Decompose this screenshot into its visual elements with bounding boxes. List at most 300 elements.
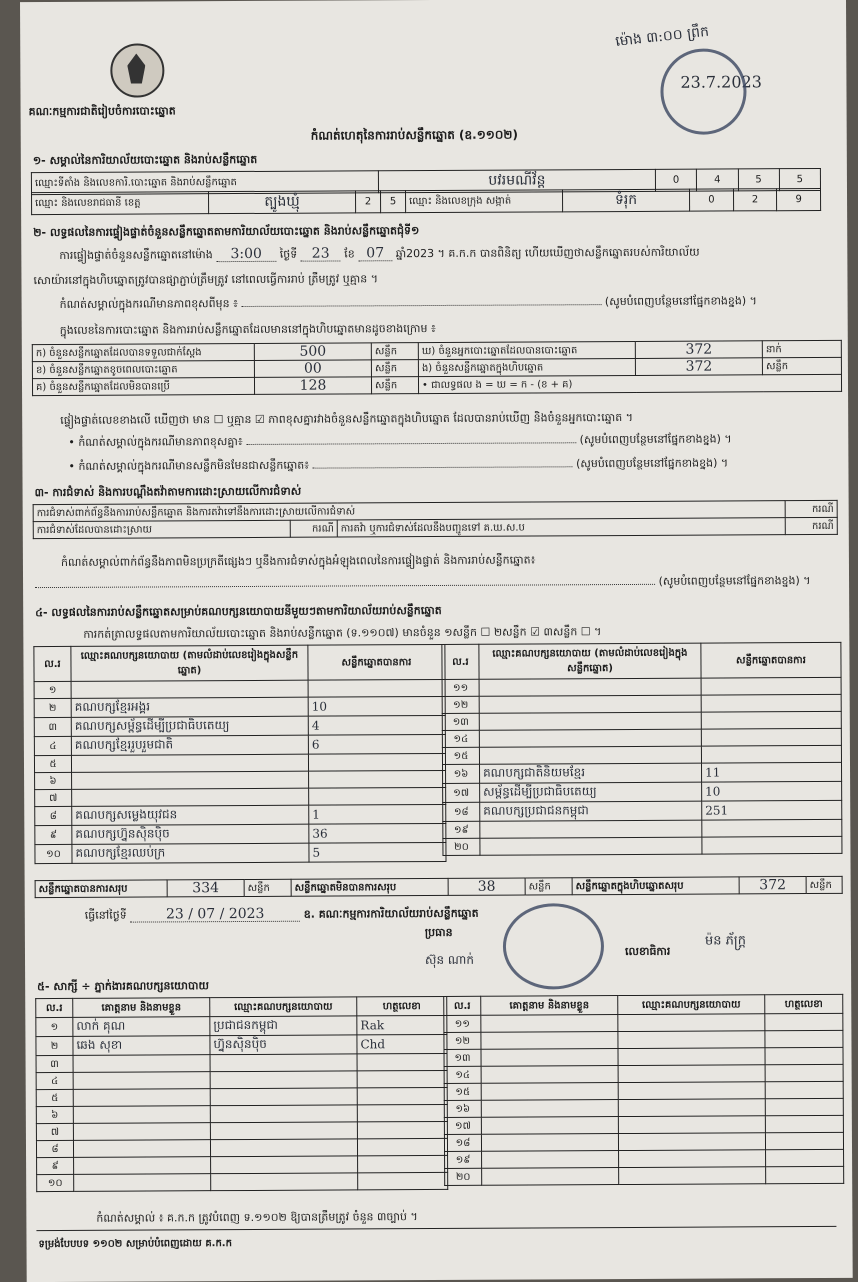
valid-total-value: 334 — [167, 880, 244, 897]
commune-digit: 2 — [733, 189, 777, 211]
bullet-non-ballot-hint: (សូមបំពេញបន្ថែមនៅផ្នែកខាងខ្នង) ។ — [576, 456, 729, 471]
cell-name — [481, 1117, 618, 1135]
cell-votes — [701, 694, 841, 712]
cell-votes — [309, 787, 446, 805]
cell-no: ២០ — [443, 838, 480, 855]
witness-table-left — [35, 996, 448, 1192]
cell-name: ឆេង សុខា — [73, 1036, 210, 1056]
count-unit: សន្លឹក — [762, 357, 841, 374]
cell-sign — [766, 1166, 844, 1183]
cell-votes: 4 — [308, 715, 445, 735]
cell-sign — [358, 1155, 448, 1172]
corner-date: 23.7.2023 — [680, 72, 762, 92]
cell-party: គណបក្សសម្លេងយុវជន — [72, 805, 309, 825]
col-no: ល.រ — [444, 996, 481, 1015]
forwarded-label: ការតវ៉ា ឬការជំទាស់ដែលនឹងបញ្ជូនទៅ គ.ឃ.ស.ប — [337, 518, 785, 537]
cell-sign — [766, 1149, 844, 1166]
bullet-non-ballot — [68, 456, 728, 473]
cell-name — [73, 1089, 210, 1107]
cell-party: សម្ព័ន្ធដើម្បីប្រជាធិបតេយ្យ — [480, 782, 702, 802]
results-table-right — [441, 642, 842, 856]
verification-text-b: ថ្ងៃទី — [279, 247, 298, 261]
invalid-total-label: សន្លឹកឆ្នោតមិនបានការសរុប — [291, 878, 448, 896]
table-row — [442, 711, 841, 730]
province-value: ត្បូងឃ្មុំ — [209, 191, 356, 214]
col-no: ល.រ — [442, 644, 479, 679]
difference-note-label: កំណត់សម្គាល់ក្នុងករណីមានភាពខុសពីមុន ៖ — [59, 297, 238, 311]
irregularity-hint: (សូមបំពេញបន្ថែមនៅផ្នែកខាងខ្នង) ។ — [658, 574, 811, 588]
cell-no: ៤ — [34, 736, 71, 755]
cell-sign — [765, 1115, 843, 1132]
commune-digit: 9 — [777, 188, 821, 210]
cell-sign — [357, 1138, 447, 1155]
cell-votes — [702, 819, 842, 837]
cell-no: ២ — [34, 698, 71, 717]
cell-party — [210, 1054, 357, 1072]
cell-votes: 36 — [309, 823, 446, 843]
irregularity-note: កំណត់សម្គាល់ពាក់ព័ន្ធនឹងភាពមិនប្រក្រតីផ្សេងៗ ឬនឹងការជំទាស់ក្នុងអំឡុងពេលនៃការផ្ទៀងផ្ទាត់ និងការរាប់សន្លឹកឆ្នោត៖ — [60, 553, 536, 569]
cell-name — [481, 1066, 618, 1084]
cell-sign — [765, 1047, 843, 1064]
cell-no: ១៩ — [443, 821, 480, 838]
table-row — [445, 1166, 844, 1185]
difference-note-field[interactable] — [241, 304, 601, 307]
cell-party — [618, 1031, 765, 1049]
results-totals — [35, 876, 843, 898]
cell-votes — [701, 745, 841, 763]
table-row — [32, 374, 841, 395]
objection-unit: ករណី — [785, 500, 837, 517]
verification-line — [59, 245, 699, 263]
table-row — [33, 517, 837, 538]
cell-name — [73, 1072, 210, 1090]
cell-no: ៣ — [34, 717, 71, 736]
table-row — [35, 842, 446, 863]
cell-no: ៥ — [36, 1089, 73, 1106]
section5-heading: ៥- សាក្សី ÷ ភ្នាក់ងារគណបក្សនយោបាយ — [37, 979, 209, 994]
divider — [36, 1226, 836, 1231]
cell-name — [481, 1100, 618, 1118]
cell-no: ៥ — [34, 755, 71, 772]
valid-total-label: សន្លឹកឆ្នោតបានការសរុប — [35, 880, 167, 898]
cell-name — [73, 1123, 210, 1141]
table-row — [35, 804, 446, 825]
cell-votes: 5 — [309, 842, 446, 862]
cell-party — [71, 680, 308, 698]
cell-party: គណបក្សប្រជាជនកម្ពុជា — [480, 801, 702, 821]
cell-party — [479, 729, 701, 747]
table-row — [36, 1138, 447, 1157]
table-row — [443, 762, 842, 783]
form-note: កំណត់សម្គាល់ ៖ គ.ក.ក ត្រូវបំពេញ ទ.១១០២ ឱ្យបានត្រឹមត្រូវ ចំនួន ៣ច្បាប់ ។ — [96, 1210, 418, 1225]
section4-heading: ៤- លទ្ធផលនៃការរាប់សន្លឹកឆ្នោតសម្រាប់គណបក្សនយោបាយនីមួយៗតាមការិយាល័យរាប់សន្លឹកឆ្នោត — [35, 603, 442, 620]
table-row — [34, 715, 445, 736]
col-name: គោត្តនាម និងនាមខ្លួន — [73, 998, 210, 1018]
signing-date: 23 / 07 / 2023 — [130, 907, 300, 923]
official-seal-top — [660, 48, 746, 134]
col-no: ល.រ — [34, 646, 71, 681]
location-digit: 5 — [738, 169, 779, 191]
valid-total-unit: សន្លឹក — [244, 879, 291, 896]
table-row — [443, 836, 842, 855]
cell-no: ១៣ — [444, 1049, 481, 1066]
signing-date-label: ធ្វើនៅថ្ងៃទី — [84, 908, 127, 922]
results-sheet-count: ការកត់ត្រាលទ្ធផលតាមការិយាល័យបោះឆ្នោត និងរាប់សន្លឹកឆ្នោត (ទ.១១០៧) មានចំនួន ១សន្លឹក ☐ ២សន្លឹក ☑ ៣សន្លឹក ☐ ។ — [83, 625, 602, 641]
cell-party — [71, 754, 308, 772]
count-value: 00 — [254, 360, 371, 378]
col-votes: សន្លឹកឆ្នោតបានការ — [308, 644, 445, 680]
cell-no: ៦ — [36, 1106, 73, 1123]
cell-name: លាក់ គុណ — [73, 1017, 210, 1037]
committee-name: គណៈកម្មការជាតិរៀបចំការបោះឆ្នោត — [28, 104, 176, 119]
count-value: 128 — [254, 377, 371, 395]
cell-no: ១៨ — [443, 802, 480, 821]
difference-check-line: ផ្ទៀងផ្ទាត់លេខខាងលើ ឃើញថា មាន ☐ ឬគ្មាន ☑ ភាពខុសគ្នារវាងចំនួនសន្លឹកឆ្នោតក្នុងហិបឆ្នោត ដែលបានរាប់ឃើញ និងចំនួនអ្នកបោះឆ្នោត ។ — [60, 410, 634, 427]
cell-sign — [765, 1064, 843, 1081]
objection-label: ការជំទាស់ពាក់ព័ន្ធនឹងការរាប់សន្លឹកឆ្នោត និងការតវ៉ាទៅនឹងការដោះស្រាយលើការជំទាស់ — [33, 501, 785, 522]
province-label: ឈ្មោះ និងលេខរាជធានី ខេត្ត — [32, 192, 209, 215]
verification-text-a: ការផ្ទៀងផ្ទាត់ចំនួនសន្លឹកឆ្នោតនៅម៉ោង — [59, 248, 213, 262]
verification-time: 3:00 — [216, 247, 276, 262]
cell-name — [73, 1055, 210, 1073]
cell-no: ១៦ — [444, 1100, 481, 1117]
cell-party: ហ្វ៊ុនស៊ិនប៉ិច — [210, 1035, 357, 1055]
cell-party: គណបក្សសម្ព័ន្ធដើម្បីប្រជាធិបតេយ្យ — [71, 716, 308, 736]
cell-party — [480, 820, 702, 838]
cell-sign — [358, 1172, 448, 1189]
count-label: ង) ចំនួនសន្លឹកឆ្នោតក្នុងហិបឆ្នោត — [418, 358, 635, 376]
cell-party — [618, 1014, 765, 1032]
cell-no: ១៨ — [444, 1134, 481, 1151]
count-value: 500 — [254, 343, 371, 361]
cell-party — [479, 695, 701, 713]
count-unit: សន្លឹក — [371, 360, 418, 377]
cell-party — [72, 788, 309, 806]
seal-status-line: សោយ៉ារនៅក្នុងហិបឆ្នោតត្រូវបានផ្សាភ្ជាប់ត្រឹមត្រូវ នៅពេលធ្វើការរាប់ ត្រឹមត្រូវ ឬគ្មាន ។ — [33, 272, 378, 288]
cell-no: ៨ — [36, 1140, 73, 1157]
bullet-difference-field[interactable] — [246, 442, 576, 445]
table-row — [444, 1064, 843, 1083]
cell-name — [482, 1168, 619, 1186]
cell-no: ១៦ — [443, 764, 480, 783]
cell-votes: 10 — [308, 696, 445, 716]
province-digit: 5 — [380, 191, 405, 213]
signing-committee: ឧ. គណៈកម្មការការិយាល័យរាប់សន្លឹកឆ្នោត — [303, 906, 479, 921]
cell-name — [73, 1140, 210, 1158]
count-formula: • ជាលទ្ធផល ង = ឃ = ក - (ខ + គ) — [418, 374, 841, 393]
difference-note-hint: (សូមបំពេញបន្ថែមនៅផ្នែកខាងខ្នង) ។ — [604, 294, 757, 309]
form-title: កំណត់ហេតុនៃការរាប់សន្លឹកឆ្នោត (ឧ.១១០២) — [310, 127, 518, 143]
section1-heading: ១- សម្គាល់នៃការិយាល័យបោះឆ្នោត និងរាប់សន្លឹកឆ្នោត — [32, 152, 258, 168]
bullet-non-ballot-label: • កំណត់សម្គាល់ក្នុងករណីមានសន្លឹកមិនមែនជាសន្លឹកឆ្នោត៖ — [68, 458, 310, 473]
cell-name — [74, 1157, 211, 1175]
cell-name — [481, 1015, 618, 1033]
table-row — [443, 819, 842, 838]
cell-party — [210, 1088, 357, 1106]
cell-no: ១៥ — [442, 747, 479, 764]
cell-sign — [357, 1053, 447, 1070]
count-value: 372 — [635, 358, 762, 376]
cell-no: ១៥ — [444, 1083, 481, 1100]
secretary-signature: ម៉ន ភ័ក្ត្រ — [704, 933, 746, 949]
table-row — [36, 1104, 447, 1123]
count-label: ក) ចំនួនសន្លឹកឆ្នោតដែលបានទទួលជាក់ស្តែង — [32, 343, 254, 361]
table-row — [36, 1015, 447, 1036]
cell-party — [479, 746, 701, 764]
corner-note: ម៉ោង ៣:០០ ព្រឹក — [614, 23, 710, 50]
cell-party — [618, 1099, 765, 1117]
table-row — [444, 1098, 843, 1117]
table-row — [442, 728, 841, 747]
bullet-difference-label: • កំណត់សម្គាល់ក្នុងករណីមានភាពខុសគ្នា៖ — [68, 435, 243, 449]
col-sign: ហត្ថលេខា — [357, 996, 447, 1015]
forwarded-unit: ករណី — [785, 517, 837, 534]
count-label: គ) ចំនួនសន្លឹកឆ្នោតដែលមិនបានប្រើ — [32, 377, 254, 395]
count-label: ខ) ចំនួនសន្លឹកឆ្នោតខូចពេលបោះឆ្នោត — [32, 360, 254, 378]
cell-no: ១៧ — [443, 783, 480, 802]
table-row — [36, 1087, 447, 1106]
cell-party — [210, 1122, 357, 1140]
table-row — [444, 1047, 843, 1066]
col-party: ឈ្មោះគណបក្សនយោបាយ (តាមលំដាប់លេខរៀងក្នុងសន្លឹកឆ្នោត) — [479, 643, 701, 679]
emblem-logo — [110, 43, 164, 97]
commune-value: ទំរុក — [562, 189, 689, 212]
secretary-label: លេខាធិការ — [624, 944, 671, 959]
cell-votes: 11 — [701, 762, 841, 782]
document-page — [20, 0, 853, 1282]
table-row — [443, 781, 842, 802]
count-unit: សន្លឹក — [371, 343, 418, 360]
ballot-box-total-value: 372 — [739, 877, 806, 894]
ballot-box-total-label: សន្លឹកឆ្នោតក្នុងហិបឆ្នោតសរុប — [572, 877, 739, 895]
verification-text-d: ឆ្នាំ2023 ។ គ.ក.ក បានពិនិត្យ ហើយឃើញថាសន្លឹកឆ្នោតរបស់ការិយាល័យ — [395, 245, 700, 261]
cell-party: គណបក្សខ្មែររួបរួមជាតិ — [71, 735, 308, 755]
cell-no: ៣ — [36, 1055, 73, 1072]
cell-votes — [701, 711, 841, 729]
cell-no: ៩ — [37, 1157, 74, 1174]
cell-no: ៨ — [35, 806, 72, 825]
cell-party — [210, 1105, 357, 1123]
resolved-unit: ករណី — [290, 520, 337, 537]
cell-sign — [765, 1030, 843, 1047]
cell-party — [72, 771, 309, 789]
cell-name — [481, 1134, 618, 1152]
cell-party — [210, 1071, 357, 1089]
location-digit: 5 — [779, 168, 820, 190]
results-table-left — [33, 644, 446, 864]
table-row — [442, 677, 841, 696]
cell-no: ២០ — [445, 1168, 482, 1185]
verification-month: 07 — [358, 246, 392, 261]
cell-no: ១១ — [442, 679, 479, 696]
verification-text-c: ខែ — [344, 247, 355, 261]
cell-sign — [765, 1132, 843, 1149]
table-row — [36, 1121, 447, 1140]
col-name: គោត្តនាម និងនាមខ្លួន — [481, 996, 618, 1016]
cell-no: ១ — [36, 1017, 73, 1036]
section1-table-row2 — [31, 188, 821, 215]
cell-no: ១៤ — [442, 730, 479, 747]
table-row — [34, 753, 445, 772]
location-value: បវរមណីវ័ន្ត — [378, 169, 655, 192]
col-party: ឈ្មោះគណបក្សនយោបាយ — [618, 995, 765, 1015]
irregularity-hint-line — [35, 574, 811, 592]
difference-note — [60, 294, 840, 312]
cell-party — [479, 712, 701, 730]
count-value: 372 — [635, 341, 762, 359]
cell-name — [73, 1106, 210, 1124]
official-seal-bottom — [503, 903, 604, 990]
cell-sign — [357, 1070, 447, 1087]
cell-votes: 1 — [309, 804, 446, 824]
cell-no: ៦ — [35, 772, 72, 789]
table-row — [443, 800, 842, 821]
bullet-difference — [68, 432, 731, 449]
cell-no: ១៧ — [444, 1117, 481, 1134]
province-digit: 2 — [355, 191, 380, 213]
cell-no: ២ — [36, 1036, 73, 1055]
cell-party: គណបក្សជាតិនិយមខ្មែរ — [480, 763, 702, 783]
chief-label: ប្រធាន — [424, 925, 453, 940]
cell-sign — [765, 1081, 843, 1098]
table-row — [444, 1115, 843, 1134]
cell-no: ១២ — [444, 1032, 481, 1049]
counts-table — [32, 340, 842, 396]
count-label: ឃ) ចំនួនអ្នកបោះឆ្នោតដែលបានបោះឆ្នោត — [418, 341, 635, 359]
col-party: ឈ្មោះគណបក្សនយោបាយ — [210, 997, 357, 1017]
cell-votes: 10 — [702, 781, 842, 801]
signing-line — [85, 906, 479, 923]
cell-party — [210, 1139, 357, 1157]
table-row — [35, 787, 446, 806]
table-row — [35, 823, 446, 844]
cell-votes — [308, 753, 445, 771]
cell-name — [481, 1032, 618, 1050]
cell-party: គណបក្សហ្វ៊ុនស៊ិនប៉ិច — [72, 824, 309, 844]
location-digit: 0 — [655, 169, 696, 191]
cell-party — [618, 1116, 765, 1134]
cell-party — [211, 1173, 358, 1191]
ballot-box-total-unit: សន្លឹក — [806, 876, 842, 893]
table-row — [36, 1070, 447, 1089]
cell-no: ១៩ — [445, 1151, 482, 1168]
table-row — [444, 1013, 843, 1032]
irregularity-field[interactable] — [35, 584, 655, 588]
invalid-total-unit: សន្លឹក — [525, 878, 572, 895]
cell-sign — [765, 1098, 843, 1115]
objections-table — [33, 500, 838, 539]
table-row — [34, 734, 445, 755]
cell-votes — [309, 770, 446, 788]
invalid-total-value: 38 — [448, 878, 525, 895]
cell-sign: Chd — [357, 1034, 447, 1053]
table-row — [36, 1034, 447, 1055]
location-digit: 4 — [697, 169, 738, 191]
cell-votes — [701, 728, 841, 746]
table-row — [34, 679, 445, 698]
table-row — [37, 1155, 448, 1174]
commune-label: ឈ្មោះ និងលេខក្រុង សង្កាត់ — [405, 190, 562, 213]
cell-party — [618, 1082, 765, 1100]
cell-no: ១១ — [444, 1015, 481, 1032]
cell-party — [480, 837, 702, 855]
resolved-label: ការជំទាស់ដែលបានដោះស្រាយ — [33, 520, 290, 538]
cell-name — [481, 1049, 618, 1067]
cell-votes: 251 — [702, 800, 842, 820]
col-party: ឈ្មោះគណបក្សនយោបាយ (តាមលំដាប់លេខរៀងក្នុងសន្លឹកឆ្នោត) — [71, 645, 308, 681]
cell-party — [619, 1150, 766, 1168]
chief-signature: ស៊ុន ណាក់ — [424, 952, 475, 968]
commune-digit: 0 — [689, 189, 733, 211]
cell-party — [619, 1167, 766, 1185]
cell-name — [481, 1083, 618, 1101]
form-footer: ទម្រង់បែបបទ ១១០២ សម្រាប់បំពេញដោយ គ.ក.ក — [38, 1238, 232, 1251]
cell-party — [618, 1065, 765, 1083]
table-row — [445, 1149, 844, 1168]
cell-party — [618, 1133, 765, 1151]
bullet-non-ballot-field[interactable] — [313, 466, 573, 468]
cell-no: ១ — [34, 681, 71, 698]
verification-day: 23 — [301, 246, 341, 261]
cell-party — [618, 1048, 765, 1066]
col-no: ល.រ — [36, 998, 73, 1017]
location-label: ឈ្មោះទីតាំង និងលេខការិ.បោះឆ្នោត និងរាប់សន្លឹកឆ្នោត — [31, 171, 378, 195]
cell-sign — [357, 1104, 447, 1121]
cell-party — [479, 678, 701, 696]
cell-votes — [702, 836, 842, 854]
col-sign: ហត្ថលេខា — [765, 994, 843, 1013]
cell-votes — [308, 679, 445, 697]
cell-no: ១០ — [37, 1174, 74, 1191]
cell-party: គណបក្សខ្មែរឈប់ក្រ — [72, 843, 309, 863]
cell-sign — [357, 1087, 447, 1104]
cell-no: ៤ — [36, 1072, 73, 1089]
cell-no: ៩ — [35, 825, 72, 844]
cell-name — [482, 1151, 619, 1169]
section3-heading: ៣- ការជំទាស់ និងការបណ្តឹងតវ៉ាតាមការដោះស្រាយលើការជំទាស់ — [34, 484, 302, 500]
witness-table-right — [443, 994, 844, 1186]
cell-no: ៧ — [36, 1123, 73, 1140]
section2-heading: ២- លទ្ធផលនៃការផ្ទៀងផ្ទាត់ចំនួនសន្លឹកឆ្នោតតាមការិយាល័យបោះឆ្នោត និងរាប់សន្លឹកឆ្នោតជុំទី១ — [33, 224, 420, 240]
bullet-difference-hint: (សូមបំពេញបន្ថែមនៅផ្នែកខាងខ្នង) ។ — [579, 432, 732, 447]
cell-no: ១០ — [35, 844, 72, 863]
cell-party — [211, 1156, 358, 1174]
table-row — [444, 1030, 843, 1049]
cell-votes: 6 — [308, 734, 445, 754]
table-row — [37, 1172, 448, 1191]
table-row — [36, 1053, 447, 1072]
count-unit: នាក់ — [762, 340, 841, 357]
col-votes: សន្លឹកឆ្នោតបានការ — [701, 642, 841, 678]
table-row — [34, 696, 445, 717]
cell-no: ១៤ — [444, 1066, 481, 1083]
cell-sign — [765, 1013, 843, 1030]
table-row — [442, 745, 841, 764]
cell-sign: Rak — [357, 1015, 447, 1034]
cell-no: ១៣ — [442, 713, 479, 730]
cell-votes — [701, 677, 841, 695]
count-unit: សន្លឹក — [371, 377, 418, 394]
cell-no: ១២ — [442, 696, 479, 713]
table-row — [35, 770, 446, 789]
table-row — [444, 1081, 843, 1100]
cell-name — [74, 1174, 211, 1192]
cell-party: ប្រជាជនកម្ពុជា — [210, 1016, 357, 1036]
cell-no: ៧ — [35, 789, 72, 806]
table-row — [442, 694, 841, 713]
table-row — [444, 1132, 843, 1151]
counts-intro: ក្នុងលេខនៃការបោះឆ្នោត និងការរាប់សន្លឹកឆ្នោតដែលមាននៅក្នុងហិបឆ្នោតមានដូចខាងក្រោម ៖ — [59, 321, 436, 337]
